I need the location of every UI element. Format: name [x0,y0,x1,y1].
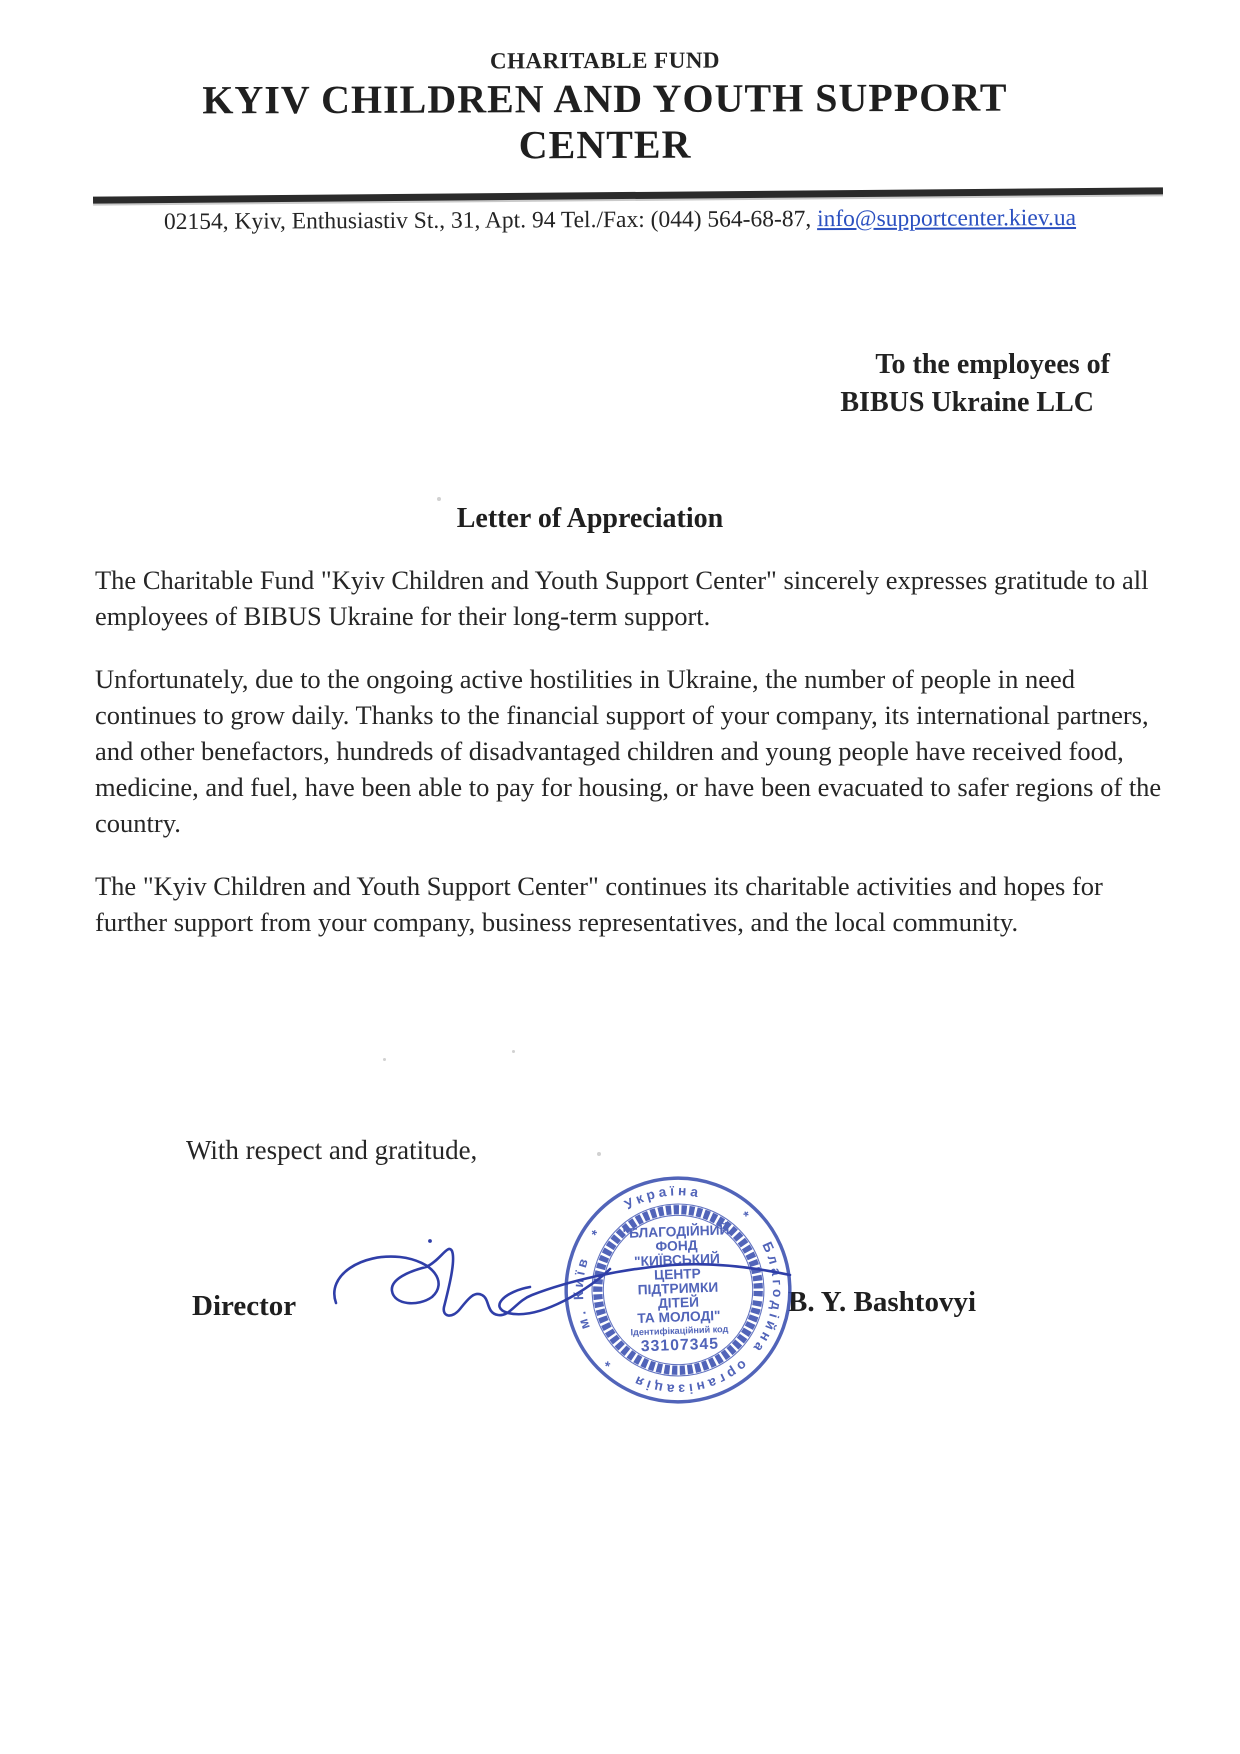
scan-speck [597,1152,601,1156]
paragraph-2: Unfortunately, due to the ongoing active hostilities in Ukraine, the number of people in need continues to grow daily. Thanks to the financial support of your company, its international partners, and other benefactors, hundreds of disadvantaged children and young people have received food, medicine, and fuel, have been able to pay for housing, or have been evacuated to safer regions of the country. [95,664,1162,838]
recipient-line1: To the employees of [875,349,1110,380]
stamp-ring-country: Україна [621,1183,703,1213]
email-link[interactable]: info@supportcenter.kiev.ua [816,205,1077,233]
stamp-center-code: 33107345 [640,1335,720,1356]
stamp-center-line1: "БЛАГОДІЙНИЙ [622,1222,730,1242]
letter-title: Letter of Appreciation [456,503,724,534]
closing-line: With respect and gratitude, [186,1135,478,1165]
stamp-center-line2: ФОНД [655,1237,698,1255]
signer-name: B. Y. Bashtovyi [788,1286,977,1318]
org-name-heading [0,74,1210,170]
scan-speck [437,497,441,501]
stamp-ring-star-1: * [588,1224,606,1241]
stamp-center-line3: "КИЇВСЬКИЙ [633,1251,721,1270]
stamp-center-line4: ЦЕНТР [653,1266,702,1283]
recipient-line2: BIBUS Ukraine LLC [840,387,1094,418]
paragraph-3: The "Kyiv Children and Youth Support Center" continues its charitable activities and hopes for further support from your company, business representatives, and the local community. [95,871,1103,937]
org-type-heading: CHARITABLE FUND [489,47,721,74]
signature-dot [428,1239,432,1243]
stamp-center-line6: ДІТЕЙ [657,1294,700,1311]
stamp-ring-word-bottom: організація [629,1357,750,1397]
org-name-line2: CENTER [518,121,692,168]
scan-speck [383,1058,386,1061]
stamp-ring-star-3: * [599,1352,617,1370]
signer-title: Director [192,1290,297,1322]
stamp-ring-city: м. Київ [570,1253,593,1332]
header-divider [93,187,1163,203]
signature-stroke-main [334,1249,790,1316]
stamp-center-idlabel: Ідентифікаційний код [630,1323,729,1338]
paragraph-1: The Charitable Fund "Kyiv Children and Youth Support Center" sincerely expresses gratitude to all employees of BIBUS Ukraine for their long-term support. [95,565,1149,631]
stamp-center-line5: ПІДТРИМКИ [637,1279,719,1298]
recipient-block [690,346,1110,422]
scan-speck [512,1050,515,1053]
org-name-line1: KYIV CHILDREN AND YOUTH SUPPORT [202,74,1008,123]
address-line [0,204,1240,236]
stamp-ring-word-right: Благодійна [748,1239,786,1358]
address-text: 02154, Kyiv, Enthusiastiv St., 31, Apt. 94 Tel./Fax: (044) 564-68-87, [163,206,818,235]
letter-body [95,562,1167,967]
stamp-ring-star-2: * [737,1208,755,1226]
signature-ink [300,1225,820,1355]
stamp-center-line7: ТА МОЛОДІ" [637,1308,721,1326]
